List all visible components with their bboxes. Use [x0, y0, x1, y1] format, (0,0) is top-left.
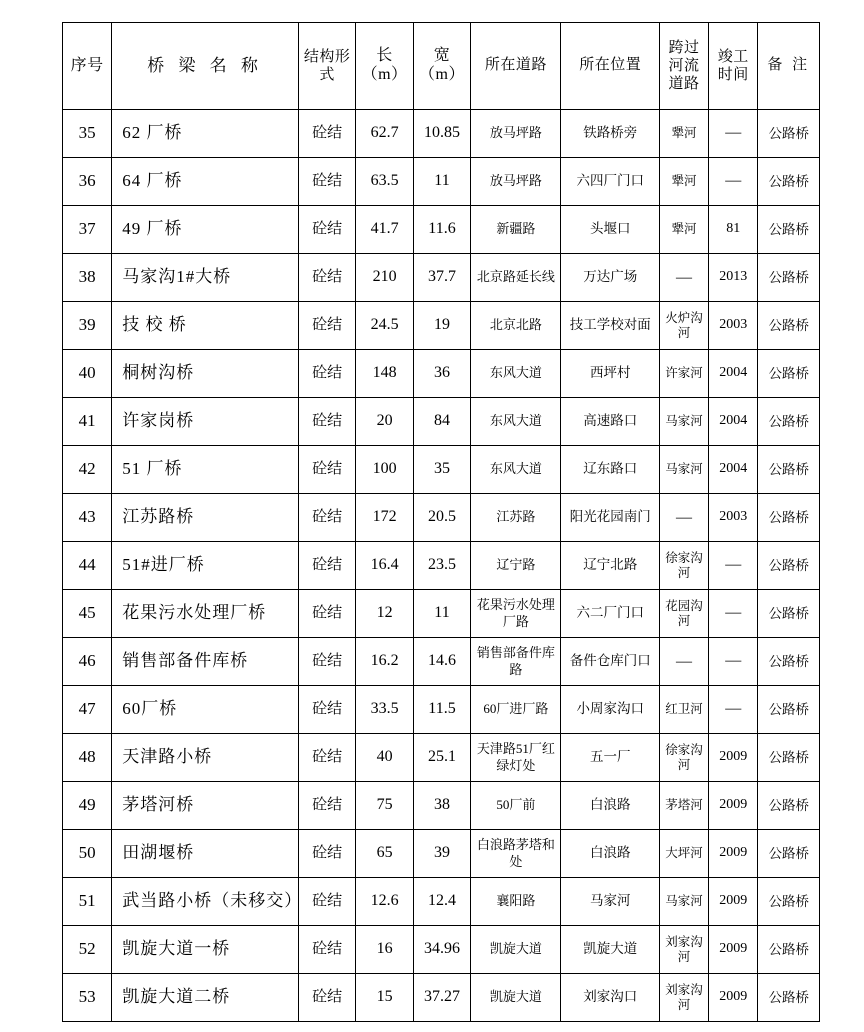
- cell-location: 西坪村: [561, 350, 659, 398]
- table-row: [63, 974, 820, 1022]
- cell-length: 62.7: [356, 110, 413, 158]
- cell-remarks: 公路桥: [758, 158, 820, 206]
- cell-completion-time: 2009: [709, 782, 758, 830]
- cell-width: 11.5: [413, 686, 470, 734]
- cell-road: 凯旋大道: [471, 926, 561, 974]
- cell-crossing-river: —: [659, 638, 708, 686]
- column-header-location: 所在位置: [561, 23, 659, 110]
- cell-bridge-name: 51 厂桥: [112, 446, 299, 494]
- cell-width: 35: [413, 446, 470, 494]
- table-row: [63, 782, 820, 830]
- cell-road: 江苏路: [471, 494, 561, 542]
- cell-bridge-name: 凯旋大道二桥: [112, 974, 299, 1022]
- cell-completion-time: 2013: [709, 254, 758, 302]
- cell-crossing-river: 大坪河: [659, 830, 708, 878]
- cell-structure-type: 砼结: [298, 974, 355, 1022]
- cell-road: 东风大道: [471, 350, 561, 398]
- cell-completion-time: —: [709, 542, 758, 590]
- column-header-structure-type: 结构形式: [298, 23, 355, 110]
- cell-width: 11.6: [413, 206, 470, 254]
- table-row: [63, 734, 820, 782]
- cell-road: 辽宁路: [471, 542, 561, 590]
- table-row: [63, 494, 820, 542]
- table-row: [63, 206, 820, 254]
- column-header-bridge-name: 桥 梁 名 称: [112, 23, 299, 110]
- cell-crossing-river: 刘家沟河: [659, 926, 708, 974]
- cell-remarks: 公路桥: [758, 878, 820, 926]
- cell-road: 放马坪路: [471, 158, 561, 206]
- table-row: [63, 446, 820, 494]
- cell-remarks: 公路桥: [758, 350, 820, 398]
- cell-crossing-river: 徐家沟河: [659, 542, 708, 590]
- cell-structure-type: 砼结: [298, 398, 355, 446]
- cell-bridge-name: 60厂桥: [112, 686, 299, 734]
- cell-width: 11: [413, 158, 470, 206]
- cell-structure-type: 砼结: [298, 254, 355, 302]
- cell-structure-type: 砼结: [298, 590, 355, 638]
- cell-seq: 50: [63, 830, 112, 878]
- cell-structure-type: 砼结: [298, 734, 355, 782]
- cell-bridge-name: 49 厂桥: [112, 206, 299, 254]
- cell-location: 技工学校对面: [561, 302, 659, 350]
- cell-length: 16.4: [356, 542, 413, 590]
- cell-seq: 36: [63, 158, 112, 206]
- cell-location: 阳光花园南门: [561, 494, 659, 542]
- cell-length: 20: [356, 398, 413, 446]
- cell-width: 84: [413, 398, 470, 446]
- cell-bridge-name: 武当路小桥（未移交）: [112, 878, 299, 926]
- cell-length: 148: [356, 350, 413, 398]
- column-header-width: 宽（m）: [413, 23, 470, 110]
- column-header-road: 所在道路: [471, 23, 561, 110]
- cell-seq: 47: [63, 686, 112, 734]
- cell-location: 辽宁北路: [561, 542, 659, 590]
- cell-structure-type: 砼结: [298, 446, 355, 494]
- cell-seq: 43: [63, 494, 112, 542]
- cell-bridge-name: 天津路小桥: [112, 734, 299, 782]
- cell-completion-time: —: [709, 158, 758, 206]
- cell-seq: 52: [63, 926, 112, 974]
- cell-road: 新疆路: [471, 206, 561, 254]
- cell-length: 63.5: [356, 158, 413, 206]
- cell-road: 天津路51厂红绿灯处: [471, 734, 561, 782]
- cell-length: 24.5: [356, 302, 413, 350]
- cell-width: 12.4: [413, 878, 470, 926]
- cell-location: 辽东路口: [561, 446, 659, 494]
- cell-crossing-river: 红卫河: [659, 686, 708, 734]
- cell-road: 北京北路: [471, 302, 561, 350]
- cell-completion-time: 2009: [709, 878, 758, 926]
- cell-crossing-river: 马家河: [659, 446, 708, 494]
- cell-location: 白浪路: [561, 782, 659, 830]
- column-header-seq: 序号: [63, 23, 112, 110]
- cell-seq: 48: [63, 734, 112, 782]
- table-row: [63, 878, 820, 926]
- cell-road: 东风大道: [471, 398, 561, 446]
- cell-remarks: 公路桥: [758, 398, 820, 446]
- cell-width: 23.5: [413, 542, 470, 590]
- cell-structure-type: 砼结: [298, 878, 355, 926]
- cell-length: 100: [356, 446, 413, 494]
- cell-remarks: 公路桥: [758, 542, 820, 590]
- cell-completion-time: 2003: [709, 494, 758, 542]
- cell-seq: 44: [63, 542, 112, 590]
- cell-width: 14.6: [413, 638, 470, 686]
- cell-bridge-name: 茅塔河桥: [112, 782, 299, 830]
- cell-seq: 51: [63, 878, 112, 926]
- cell-crossing-river: 花园沟河: [659, 590, 708, 638]
- cell-structure-type: 砼结: [298, 206, 355, 254]
- table-row: [63, 254, 820, 302]
- cell-length: 12: [356, 590, 413, 638]
- cell-length: 16.2: [356, 638, 413, 686]
- cell-remarks: 公路桥: [758, 110, 820, 158]
- cell-length: 172: [356, 494, 413, 542]
- cell-length: 210: [356, 254, 413, 302]
- table-row: [63, 686, 820, 734]
- cell-completion-time: 2009: [709, 926, 758, 974]
- cell-remarks: 公路桥: [758, 686, 820, 734]
- bridge-inventory-table: [62, 22, 820, 1022]
- cell-seq: 37: [63, 206, 112, 254]
- cell-road: 襄阳路: [471, 878, 561, 926]
- cell-completion-time: 2004: [709, 350, 758, 398]
- cell-crossing-river: —: [659, 494, 708, 542]
- cell-location: 六二厂门口: [561, 590, 659, 638]
- cell-crossing-river: 徐家沟河: [659, 734, 708, 782]
- cell-crossing-river: 许家河: [659, 350, 708, 398]
- column-header-crossing-river: 跨过河流道路: [659, 23, 708, 110]
- cell-bridge-name: 田湖堰桥: [112, 830, 299, 878]
- cell-bridge-name: 技 校 桥: [112, 302, 299, 350]
- cell-remarks: 公路桥: [758, 494, 820, 542]
- cell-location: 刘家沟口: [561, 974, 659, 1022]
- cell-seq: 39: [63, 302, 112, 350]
- cell-structure-type: 砼结: [298, 302, 355, 350]
- cell-bridge-name: 51#进厂桥: [112, 542, 299, 590]
- cell-structure-type: 砼结: [298, 350, 355, 398]
- cell-length: 40: [356, 734, 413, 782]
- cell-crossing-river: 犟河: [659, 206, 708, 254]
- cell-structure-type: 砼结: [298, 830, 355, 878]
- cell-location: 小周家沟口: [561, 686, 659, 734]
- cell-road: 东风大道: [471, 446, 561, 494]
- cell-crossing-river: 犟河: [659, 110, 708, 158]
- cell-remarks: 公路桥: [758, 638, 820, 686]
- cell-bridge-name: 桐树沟桥: [112, 350, 299, 398]
- table-row: [63, 542, 820, 590]
- cell-crossing-river: 马家河: [659, 878, 708, 926]
- cell-completion-time: 81: [709, 206, 758, 254]
- cell-width: 36: [413, 350, 470, 398]
- cell-seq: 35: [63, 110, 112, 158]
- cell-bridge-name: 江苏路桥: [112, 494, 299, 542]
- cell-seq: 42: [63, 446, 112, 494]
- column-header-remarks: 备 注: [758, 23, 820, 110]
- cell-crossing-river: 犟河: [659, 158, 708, 206]
- cell-width: 37.7: [413, 254, 470, 302]
- cell-location: 高速路口: [561, 398, 659, 446]
- cell-length: 12.6: [356, 878, 413, 926]
- cell-seq: 40: [63, 350, 112, 398]
- table-row: [63, 398, 820, 446]
- cell-width: 20.5: [413, 494, 470, 542]
- cell-length: 41.7: [356, 206, 413, 254]
- cell-remarks: 公路桥: [758, 974, 820, 1022]
- cell-crossing-river: —: [659, 254, 708, 302]
- cell-road: 销售部备件库路: [471, 638, 561, 686]
- cell-road: 放马坪路: [471, 110, 561, 158]
- cell-width: 10.85: [413, 110, 470, 158]
- cell-bridge-name: 销售部备件库桥: [112, 638, 299, 686]
- cell-completion-time: —: [709, 110, 758, 158]
- cell-bridge-name: 凯旋大道一桥: [112, 926, 299, 974]
- cell-location: 马家河: [561, 878, 659, 926]
- table-row: [63, 110, 820, 158]
- cell-road: 50厂前: [471, 782, 561, 830]
- cell-structure-type: 砼结: [298, 542, 355, 590]
- cell-completion-time: 2004: [709, 398, 758, 446]
- cell-structure-type: 砼结: [298, 782, 355, 830]
- table-row: [63, 590, 820, 638]
- cell-completion-time: 2009: [709, 974, 758, 1022]
- cell-seq: 38: [63, 254, 112, 302]
- cell-remarks: 公路桥: [758, 590, 820, 638]
- table-row: [63, 638, 820, 686]
- cell-remarks: 公路桥: [758, 254, 820, 302]
- cell-remarks: 公路桥: [758, 782, 820, 830]
- cell-seq: 45: [63, 590, 112, 638]
- cell-width: 25.1: [413, 734, 470, 782]
- cell-width: 39: [413, 830, 470, 878]
- cell-location: 头堰口: [561, 206, 659, 254]
- cell-width: 34.96: [413, 926, 470, 974]
- cell-structure-type: 砼结: [298, 158, 355, 206]
- column-header-completion-time: 竣工时间: [709, 23, 758, 110]
- cell-road: 60厂进厂路: [471, 686, 561, 734]
- cell-completion-time: —: [709, 590, 758, 638]
- cell-bridge-name: 马家沟1#大桥: [112, 254, 299, 302]
- table-header: [63, 23, 820, 110]
- cell-seq: 41: [63, 398, 112, 446]
- cell-completion-time: 2009: [709, 830, 758, 878]
- cell-completion-time: 2003: [709, 302, 758, 350]
- cell-bridge-name: 64 厂桥: [112, 158, 299, 206]
- cell-structure-type: 砼结: [298, 926, 355, 974]
- cell-length: 33.5: [356, 686, 413, 734]
- table-row: [63, 350, 820, 398]
- cell-bridge-name: 花果污水处理厂桥: [112, 590, 299, 638]
- cell-location: 凯旋大道: [561, 926, 659, 974]
- table-row: [63, 830, 820, 878]
- cell-structure-type: 砼结: [298, 110, 355, 158]
- cell-road: 白浪路茅塔和处: [471, 830, 561, 878]
- cell-bridge-name: 许家岗桥: [112, 398, 299, 446]
- cell-length: 65: [356, 830, 413, 878]
- table-header-row: [63, 23, 820, 110]
- cell-location: 白浪路: [561, 830, 659, 878]
- cell-width: 19: [413, 302, 470, 350]
- cell-crossing-river: 刘家沟河: [659, 974, 708, 1022]
- cell-width: 38: [413, 782, 470, 830]
- cell-seq: 49: [63, 782, 112, 830]
- cell-width: 37.27: [413, 974, 470, 1022]
- cell-structure-type: 砼结: [298, 494, 355, 542]
- cell-seq: 46: [63, 638, 112, 686]
- cell-location: 六四厂门口: [561, 158, 659, 206]
- column-header-length: 长（m）: [356, 23, 413, 110]
- table-row: [63, 302, 820, 350]
- cell-length: 75: [356, 782, 413, 830]
- table-row: [63, 926, 820, 974]
- cell-completion-time: 2009: [709, 734, 758, 782]
- cell-remarks: 公路桥: [758, 446, 820, 494]
- cell-completion-time: 2004: [709, 446, 758, 494]
- cell-remarks: 公路桥: [758, 926, 820, 974]
- cell-width: 11: [413, 590, 470, 638]
- cell-bridge-name: 62 厂桥: [112, 110, 299, 158]
- cell-length: 16: [356, 926, 413, 974]
- table-body: [63, 110, 820, 1022]
- cell-location: 万达广场: [561, 254, 659, 302]
- cell-road: 花果污水处理厂路: [471, 590, 561, 638]
- cell-remarks: 公路桥: [758, 206, 820, 254]
- cell-structure-type: 砼结: [298, 686, 355, 734]
- cell-remarks: 公路桥: [758, 302, 820, 350]
- cell-seq: 53: [63, 974, 112, 1022]
- cell-road: 北京路延长线: [471, 254, 561, 302]
- cell-crossing-river: 茅塔河: [659, 782, 708, 830]
- cell-remarks: 公路桥: [758, 830, 820, 878]
- cell-location: 备件仓库门口: [561, 638, 659, 686]
- cell-crossing-river: 马家河: [659, 398, 708, 446]
- cell-structure-type: 砼结: [298, 638, 355, 686]
- cell-road: 凯旋大道: [471, 974, 561, 1022]
- cell-completion-time: —: [709, 686, 758, 734]
- cell-completion-time: —: [709, 638, 758, 686]
- cell-location: 五一厂: [561, 734, 659, 782]
- cell-crossing-river: 火炉沟河: [659, 302, 708, 350]
- cell-location: 铁路桥旁: [561, 110, 659, 158]
- table-row: [63, 158, 820, 206]
- cell-remarks: 公路桥: [758, 734, 820, 782]
- cell-length: 15: [356, 974, 413, 1022]
